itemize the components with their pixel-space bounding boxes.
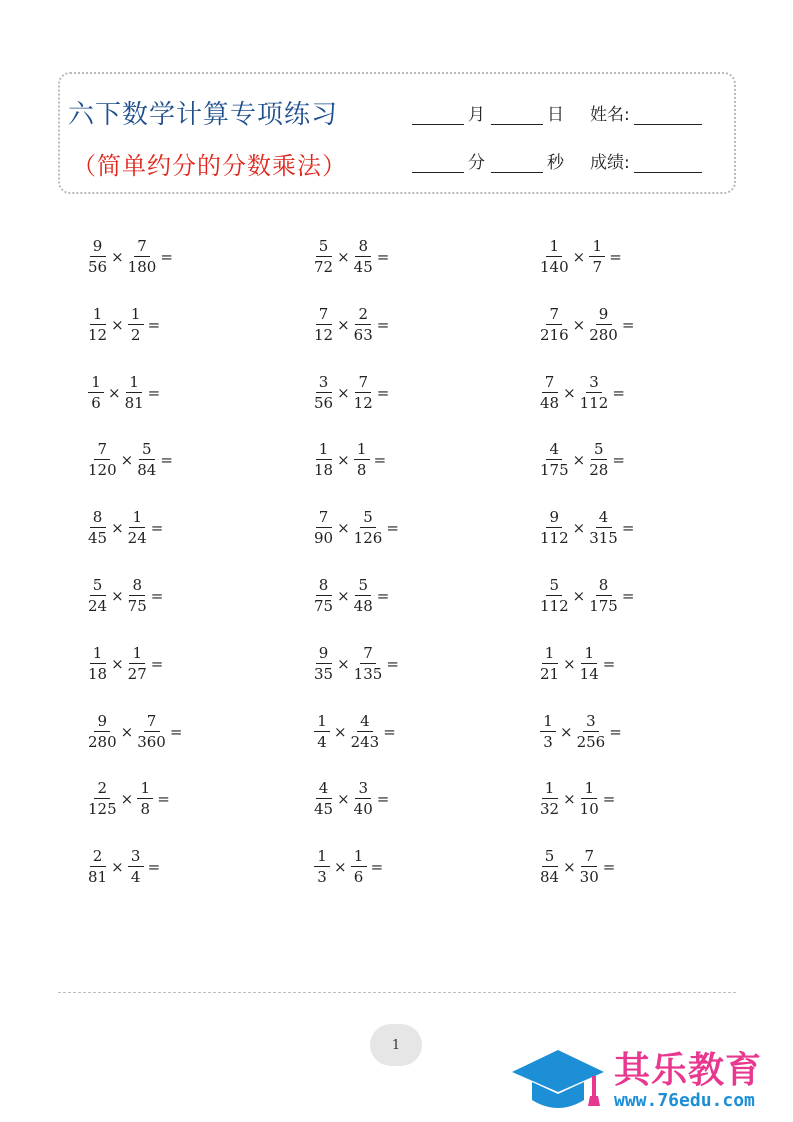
denominator: 280 — [88, 732, 117, 751]
times-sign: × — [572, 586, 586, 605]
problem-item — [88, 707, 314, 757]
equals-sign: = — [376, 790, 390, 809]
logo-url: www.76edu.com — [614, 1090, 755, 1111]
times-sign: × — [111, 519, 124, 538]
times-sign: × — [108, 383, 121, 402]
fraction-left — [314, 849, 330, 885]
fraction-right — [589, 510, 618, 546]
numerator: 5 — [355, 578, 371, 596]
fraction-left — [314, 643, 334, 683]
equals-sign: = — [150, 586, 164, 605]
times-sign: × — [337, 248, 350, 266]
fraction-right — [354, 781, 373, 817]
numerator: 5 — [591, 442, 607, 460]
numerator: 8 — [90, 510, 106, 528]
denominator: 6 — [353, 868, 364, 887]
fraction-right — [576, 711, 606, 751]
numerator: 1 — [314, 714, 330, 732]
fraction-left — [314, 510, 333, 546]
numerator: 3 — [316, 375, 332, 393]
numerator: 9 — [94, 714, 110, 732]
equals-sign: = — [150, 519, 164, 538]
numerator: 5 — [90, 578, 106, 596]
day-label: 日 — [547, 105, 564, 125]
denominator: 75 — [127, 596, 147, 615]
denominator: 30 — [579, 868, 599, 887]
denominator: 40 — [353, 800, 373, 819]
numerator: 1 — [540, 714, 556, 732]
denominator: 72 — [314, 258, 334, 276]
fraction-left — [314, 781, 333, 817]
numerator: 1 — [137, 781, 153, 799]
denominator: 12 — [353, 393, 373, 412]
numerator: 5 — [139, 442, 155, 460]
problem-item — [88, 503, 314, 553]
problem-item — [314, 368, 540, 418]
denominator: 280 — [589, 325, 618, 344]
name-blank[interactable] — [634, 107, 702, 125]
numerator: 8 — [355, 239, 371, 257]
fraction-left — [88, 575, 108, 615]
numerator: 1 — [581, 646, 597, 664]
denominator: 90 — [314, 529, 334, 548]
fraction-left — [88, 239, 107, 275]
numerator: 1 — [351, 849, 367, 867]
problem-item — [88, 571, 314, 621]
denominator: 18 — [88, 664, 108, 683]
denominator: 12 — [314, 325, 334, 344]
denominator: 45 — [353, 258, 373, 276]
fraction-right — [579, 643, 599, 683]
denominator: 35 — [314, 664, 334, 683]
problem-item — [88, 368, 314, 418]
fraction-left — [314, 372, 334, 412]
numerator: 1 — [90, 646, 106, 664]
fraction-right — [354, 442, 370, 478]
fraction-left — [540, 442, 569, 478]
fraction-left — [88, 711, 117, 751]
denominator: 84 — [540, 868, 560, 887]
numerator: 7 — [360, 646, 376, 664]
score-label: 成绩: — [590, 153, 630, 173]
numerator: 1 — [314, 849, 330, 867]
fraction-right — [589, 575, 618, 615]
denominator: 56 — [88, 258, 108, 276]
month-label: 月 — [468, 105, 485, 125]
equals-sign: = — [621, 586, 635, 605]
fraction-left — [88, 442, 117, 478]
equals-sign: = — [621, 315, 635, 334]
denominator: 140 — [540, 258, 569, 276]
times-sign: × — [111, 858, 124, 877]
fraction-right — [589, 442, 608, 478]
fraction-left — [314, 711, 330, 751]
fraction-left — [540, 643, 560, 683]
equals-sign: = — [383, 722, 396, 741]
problem-item — [540, 639, 708, 689]
numerator: 7 — [144, 714, 160, 732]
times-sign: × — [337, 519, 350, 538]
fraction-right — [127, 575, 147, 615]
score-blank[interactable] — [634, 155, 702, 173]
fraction-right — [128, 849, 144, 885]
fraction-right — [354, 510, 383, 546]
times-sign: × — [563, 383, 576, 402]
numerator: 9 — [596, 307, 612, 325]
times-sign: × — [111, 654, 124, 673]
equals-sign: = — [157, 790, 170, 809]
times-sign: × — [563, 858, 576, 877]
equals-sign: = — [147, 315, 161, 334]
day-blank[interactable] — [491, 107, 543, 125]
fraction-right — [137, 442, 156, 478]
fraction-right — [580, 781, 599, 817]
denominator: 125 — [88, 800, 117, 819]
problem-item — [88, 232, 314, 282]
month-blank[interactable] — [412, 107, 464, 125]
fraction-left — [540, 575, 569, 615]
problem-item — [314, 435, 540, 485]
denominator: 10 — [579, 800, 599, 819]
fraction-right — [589, 239, 605, 275]
times-sign: × — [563, 654, 576, 673]
worksheet-subtitle: （简单约分的分数乘法） — [72, 152, 347, 180]
problem-item — [540, 707, 708, 757]
times-sign: × — [572, 315, 586, 334]
times-sign: × — [120, 722, 134, 741]
denominator: 8 — [356, 461, 367, 480]
problem-item — [540, 435, 708, 485]
fraction-left — [540, 510, 569, 546]
minute-blank[interactable] — [412, 155, 464, 173]
numerator: 3 — [355, 781, 371, 799]
problem-item — [88, 300, 314, 350]
fraction-right — [589, 304, 618, 344]
problem-item — [540, 842, 708, 892]
equals-sign: = — [602, 790, 616, 809]
fraction-left — [540, 711, 556, 751]
fraction-right — [580, 849, 599, 885]
numerator: 1 — [546, 239, 562, 257]
denominator: 27 — [127, 664, 147, 683]
times-sign: × — [337, 451, 350, 470]
denominator: 112 — [540, 596, 569, 615]
fraction-left — [314, 442, 333, 478]
problem-item — [314, 842, 540, 892]
denominator: 45 — [88, 529, 108, 548]
denominator: 56 — [314, 393, 334, 412]
problem-item — [314, 707, 540, 757]
times-sign: × — [111, 586, 124, 605]
denominator: 48 — [353, 596, 373, 615]
times-sign: × — [337, 315, 350, 334]
fraction-right — [128, 510, 147, 546]
denominator: 315 — [589, 529, 618, 548]
denominator: 28 — [589, 461, 609, 480]
numerator: 1 — [581, 781, 597, 799]
times-sign: × — [120, 790, 134, 809]
denominator: 45 — [314, 800, 334, 819]
denominator: 4 — [130, 868, 141, 887]
numerator: 1 — [126, 375, 142, 393]
fraction-left — [314, 304, 334, 344]
denominator: 63 — [353, 325, 373, 344]
worksheet-title: 六下数学计算专项练习 — [68, 100, 339, 130]
numerator: 1 — [354, 442, 370, 460]
times-sign: × — [334, 858, 347, 877]
equals-sign: = — [147, 383, 161, 402]
times-sign: × — [120, 451, 134, 470]
denominator: 126 — [353, 529, 383, 548]
denominator: 4 — [317, 732, 327, 751]
numerator: 7 — [134, 239, 150, 257]
numerator: 7 — [546, 307, 562, 325]
numerator: 1 — [129, 646, 145, 664]
fraction-right — [350, 711, 380, 751]
denominator: 24 — [127, 529, 147, 548]
numerator: 1 — [589, 239, 605, 257]
numerator: 9 — [316, 646, 332, 664]
equals-sign: = — [602, 654, 616, 673]
equals-sign: = — [609, 722, 622, 741]
problem-item — [88, 639, 314, 689]
numerator: 1 — [90, 307, 106, 325]
numerator: 7 — [94, 442, 110, 460]
second-label: 秒 — [547, 153, 564, 173]
fraction-left — [540, 239, 569, 275]
numerator: 3 — [586, 375, 602, 393]
numerator: 8 — [316, 578, 332, 596]
fraction-left — [314, 575, 334, 615]
denominator: 21 — [540, 664, 560, 683]
graduation-cap-icon — [510, 1044, 606, 1114]
problem-item — [540, 503, 708, 553]
fraction-left — [88, 849, 107, 885]
fraction-left — [88, 643, 108, 683]
times-sign: × — [572, 519, 586, 538]
equals-sign: = — [376, 315, 390, 334]
equals-sign: = — [160, 451, 173, 470]
fraction-right — [353, 643, 383, 683]
fraction-right — [353, 372, 373, 412]
problem-item — [314, 639, 540, 689]
numerator: 5 — [360, 510, 376, 528]
numerator: 1 — [542, 781, 558, 799]
numerator: 9 — [90, 239, 106, 257]
numerator: 1 — [316, 442, 332, 460]
denominator: 175 — [589, 596, 618, 615]
problem-item — [88, 774, 314, 824]
problem-item — [88, 842, 314, 892]
equals-sign: = — [370, 858, 384, 877]
denominator: 6 — [91, 393, 101, 412]
fraction-right — [127, 643, 147, 683]
equals-sign: = — [169, 722, 183, 741]
denominator: 75 — [314, 596, 334, 615]
equals-sign: = — [147, 858, 161, 877]
denominator: 120 — [88, 461, 117, 480]
denominator: 135 — [353, 664, 383, 683]
fraction-left — [540, 372, 560, 412]
numerator: 8 — [596, 578, 612, 596]
problem-item — [314, 503, 540, 553]
problem-item — [540, 368, 708, 418]
logo-name: 其乐教育 — [614, 1050, 763, 1091]
numerator: 9 — [546, 510, 562, 528]
numerator: 4 — [316, 781, 332, 799]
equals-sign: = — [160, 248, 173, 266]
denominator: 112 — [540, 529, 569, 548]
fraction-left — [540, 304, 569, 344]
denominator: 8 — [140, 800, 150, 819]
denominator: 7 — [592, 258, 602, 276]
page-number: 1 — [370, 1024, 422, 1066]
denominator: 175 — [540, 461, 569, 480]
numerator: 1 — [88, 375, 104, 393]
equals-sign: = — [612, 383, 625, 402]
denominator: 24 — [88, 596, 108, 615]
times-sign: × — [111, 315, 124, 334]
times-sign: × — [337, 790, 350, 809]
denominator: 84 — [137, 461, 157, 480]
fraction-right — [351, 849, 367, 885]
problem-item — [314, 300, 540, 350]
denominator: 3 — [543, 732, 553, 751]
numerator: 7 — [316, 307, 332, 325]
denominator: 32 — [540, 800, 560, 819]
numerator: 2 — [94, 781, 110, 799]
problem-item — [314, 774, 540, 824]
fraction-right — [137, 711, 166, 751]
denominator: 180 — [127, 258, 157, 276]
fraction-right — [124, 372, 144, 412]
fraction-left — [88, 510, 107, 546]
denominator: 256 — [576, 732, 606, 751]
denominator: 3 — [317, 868, 327, 887]
fraction-left — [88, 781, 117, 817]
times-sign: × — [337, 586, 350, 605]
equals-sign: = — [602, 858, 616, 877]
denominator: 243 — [350, 732, 380, 751]
time-score-row — [408, 148, 706, 173]
fraction-left — [88, 372, 104, 412]
numerator: 3 — [583, 714, 599, 732]
equals-sign: = — [376, 248, 390, 266]
times-sign: × — [337, 654, 350, 673]
times-sign: × — [334, 722, 347, 741]
times-sign: × — [337, 383, 350, 402]
times-sign: × — [572, 248, 586, 266]
denominator: 360 — [137, 732, 166, 751]
numerator: 3 — [128, 849, 144, 867]
equals-sign: = — [373, 451, 387, 470]
denominator: 18 — [314, 461, 334, 480]
numerator: 2 — [355, 307, 371, 325]
equals-sign: = — [609, 248, 622, 266]
fraction-right — [579, 372, 609, 412]
equals-sign: = — [376, 383, 390, 402]
equals-sign: = — [386, 654, 399, 673]
problem-item — [540, 774, 708, 824]
name-label: 姓名: — [590, 105, 630, 125]
problem-item — [314, 232, 540, 282]
fraction-right — [128, 239, 157, 275]
problem-item — [540, 232, 708, 282]
times-sign: × — [563, 790, 576, 809]
numerator: 5 — [316, 239, 332, 257]
numerator: 5 — [546, 578, 562, 596]
fraction-left — [540, 781, 559, 817]
times-sign: × — [111, 248, 124, 266]
equals-sign: = — [612, 451, 625, 470]
numerator: 7 — [316, 510, 332, 528]
equals-sign: = — [621, 519, 635, 538]
fraction-right — [353, 304, 373, 344]
denominator: 14 — [579, 664, 599, 683]
numerator: 7 — [581, 849, 597, 867]
numerator: 1 — [128, 307, 144, 325]
numerator: 7 — [355, 375, 371, 393]
numerator: 4 — [357, 714, 373, 732]
denominator: 12 — [88, 325, 108, 344]
fraction-left — [88, 304, 108, 344]
numerator: 4 — [546, 442, 562, 460]
fraction-right — [137, 781, 153, 817]
denominator: 48 — [540, 393, 560, 412]
times-sign: × — [560, 722, 573, 741]
denominator: 81 — [88, 868, 108, 887]
numerator: 7 — [542, 375, 558, 393]
fraction-left — [540, 849, 559, 885]
numerator: 5 — [542, 849, 558, 867]
problem-item — [540, 571, 708, 621]
numerator: 8 — [129, 578, 145, 596]
fraction-right — [354, 239, 373, 275]
numerator: 4 — [596, 510, 612, 528]
equals-sign: = — [376, 586, 390, 605]
numerator: 1 — [129, 510, 145, 528]
second-blank[interactable] — [491, 155, 543, 173]
problem-item — [540, 300, 708, 350]
fraction-right — [353, 575, 373, 615]
fraction-left — [314, 239, 333, 275]
numerator: 2 — [90, 849, 106, 867]
denominator: 2 — [130, 325, 141, 344]
problem-item — [88, 435, 314, 485]
denominator: 112 — [579, 393, 609, 412]
fraction-right — [128, 304, 144, 344]
brand-logo — [510, 1042, 790, 1118]
problem-grid — [88, 232, 708, 910]
denominator: 81 — [124, 393, 144, 412]
denominator: 216 — [540, 325, 569, 344]
footer-divider — [58, 992, 736, 993]
date-name-row — [408, 100, 706, 125]
equals-sign: = — [150, 654, 164, 673]
problem-item — [314, 571, 540, 621]
times-sign: × — [572, 451, 586, 470]
numerator: 1 — [542, 646, 558, 664]
header-box — [58, 72, 736, 194]
equals-sign: = — [386, 519, 399, 538]
minute-label: 分 — [468, 153, 485, 173]
